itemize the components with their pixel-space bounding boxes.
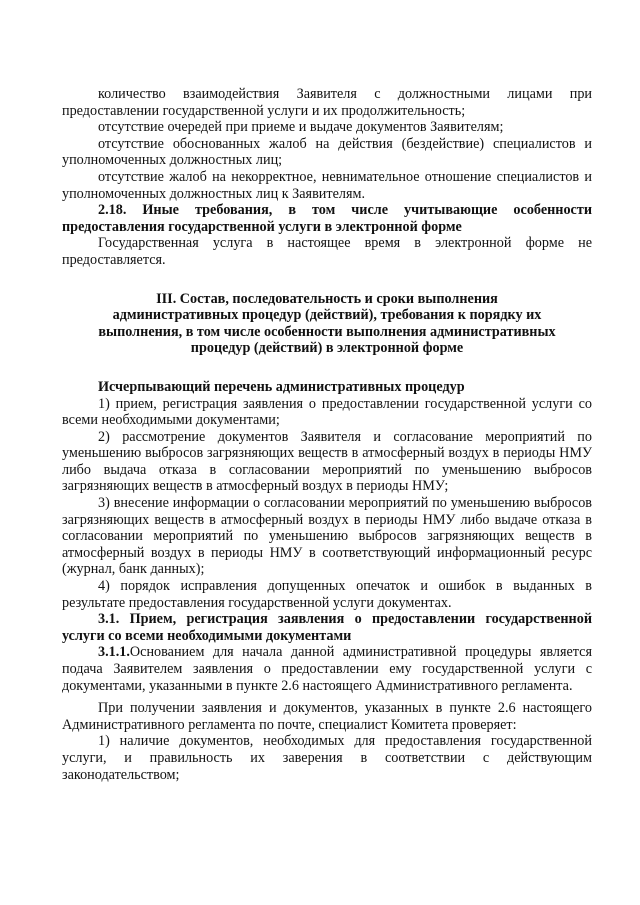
paragraph: Государственная услуга в настоящее время в электронной форме не предоставляется. (62, 235, 592, 268)
paragraph: 1) наличие документов, необходимых для предоставления государственной услуги, и правильность их заверения в соответствии с действующим законодательством; (62, 733, 592, 783)
list-item: 1) прием, регистрация заявления о предоставлении государственной услуги со всеми необходимыми документами; (62, 395, 592, 429)
spacer (62, 357, 592, 379)
section-title-3: III. Состав, последовательность и сроки выполнения административных процедур (действий), требования к порядку их выполнения, в том числе особенности выполнения административных процедур (действий) в электронной форме (98, 290, 556, 357)
list-heading: Исчерпывающий перечень административных процедур (98, 378, 465, 395)
list-item: 4) порядок исправления допущенных опечаток и ошибок в выданных в результате предоставления государственной услуги документах. (62, 578, 592, 611)
subsection-number: 3.1.1. (98, 644, 130, 661)
section-heading-3-1: 3.1. Прием, регистрация заявления о предоставлении государственной услуги со всеми необходимыми документами (62, 611, 592, 644)
spacer (62, 269, 592, 291)
section-heading-2-18: 2.18. Иные требования, в том числе учитывающие особенности предоставления государственной услуги в электронной форме (62, 202, 592, 235)
paragraph: При получении заявления и документов, указанных в пункте 2.6 настоящего Административного регламента по почте, специалист Комитета проверяет: (62, 700, 592, 733)
paragraph: отсутствие жалоб на некорректное, невнимательное отношение специалистов и уполномоченных должностных лиц к Заявителям. (62, 168, 592, 202)
list-item: 3) внесение информации о согласовании мероприятий по уменьшению выбросов загрязняющих веществ в атмосферный воздух в периоды НМУ либо выдаче отказа в согласовании мероприятий по уменьшению выбросов загрязняющих веществ в атмосферный воздух в периоды НМУ в соответствующий информационный ресурс (журнал, банк данных); (62, 495, 592, 578)
paragraph: отсутствие обоснованных жалоб на действия (бездействие) специалистов и уполномоченных должностных лиц; (62, 135, 592, 169)
list-item: 2) рассмотрение документов Заявителя и согласование мероприятий по уменьшению выбросов загрязняющих веществ в атмосферный воздух в периоды НМУ либо выдача отказа в согласовании мероприятий по уменьшению выбросов загрязняющих веществ в атмосферный воздух в периоды НМУ; (62, 428, 592, 495)
paragraph: отсутствие очередей при приеме и выдаче документов Заявителям; (98, 119, 504, 136)
document-body (62, 86, 592, 783)
subsection-3-1-1 (62, 644, 592, 694)
paragraph: количество взаимодействия Заявителя с должностными лицами при предоставлении государственной услуги и их продолжительность; (62, 86, 592, 119)
subsection-text: Основанием для начала данной административной процедуры является подача Заявителем заявления о предоставлении ему государственной услуги с документами, указанными в пункте 2.6 настоящего Административного регламента. (62, 644, 592, 694)
